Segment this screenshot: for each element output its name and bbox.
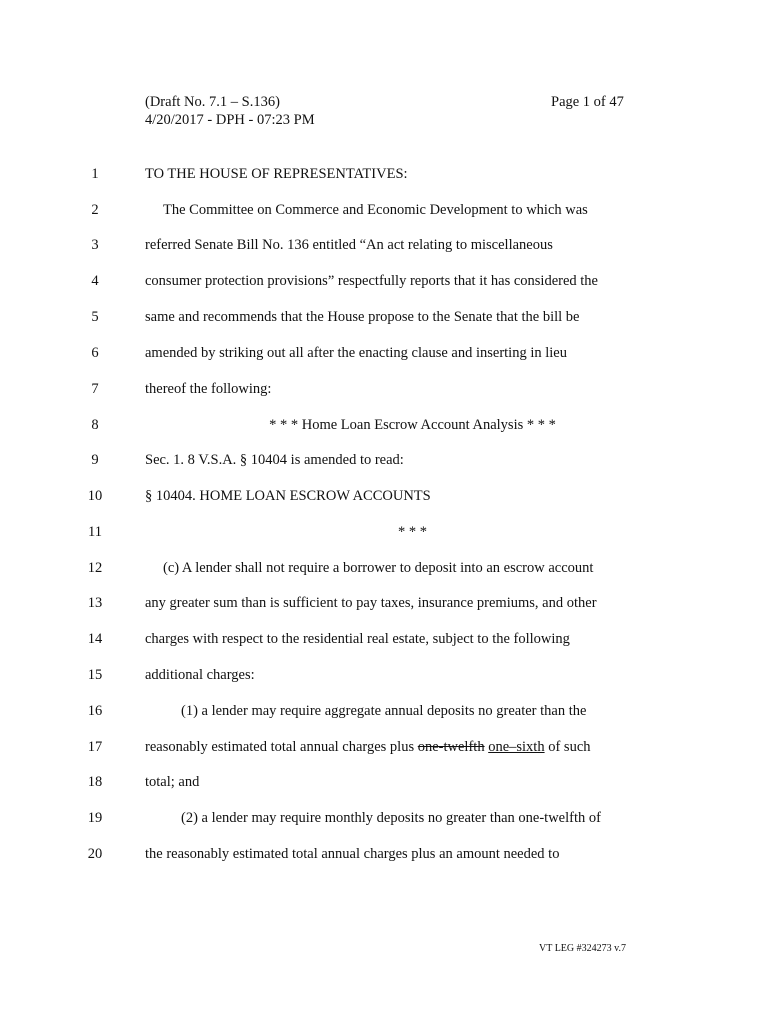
line-number: 18 <box>87 774 103 790</box>
section-reference: Sec. 1. 8 V.S.A. § 10404 is amended to read: <box>145 452 404 468</box>
body-line: consumer protection provisions” respectfully reports that it has considered the <box>145 273 598 289</box>
omission-marker: * * * <box>398 524 427 540</box>
line-number: 7 <box>91 381 99 397</box>
line-number: 17 <box>87 739 103 755</box>
draft-date: 4/20/2017 - DPH - 07:23 PM <box>145 112 315 128</box>
line-number: 15 <box>87 667 103 683</box>
line-number: 6 <box>91 345 99 361</box>
line-number: 13 <box>87 595 103 611</box>
body-line: (2) a lender may require monthly deposits no greater than one-twelfth of <box>181 810 601 826</box>
line-number: 19 <box>87 810 103 826</box>
line-number: 8 <box>91 417 99 433</box>
body-line: The Committee on Commerce and Economic Development to which was <box>163 202 588 218</box>
document-footer-id: VT LEG #324273 v.7 <box>539 943 626 954</box>
body-line: total; and <box>145 774 200 790</box>
deleted-text: one-twelfth <box>417 739 485 755</box>
body-line: any greater sum than is sufficient to pay taxes, insurance premiums, and other <box>145 595 597 611</box>
body-line: additional charges: <box>145 667 255 683</box>
line-number: 2 <box>91 202 99 218</box>
body-line: (1) a lender may require aggregate annual deposits no greater than the <box>181 703 587 719</box>
line-number: 4 <box>91 273 99 289</box>
body-text: reasonably estimated total annual charges plus <box>145 739 418 755</box>
line-number: 12 <box>87 560 103 576</box>
body-line: the reasonably estimated total annual charges plus an amount needed to <box>145 846 560 862</box>
body-line: (c) A lender shall not require a borrower to deposit into an escrow account <box>163 560 594 576</box>
section-heading: * * * Home Loan Escrow Account Analysis * * * <box>269 417 556 433</box>
line-number: 10 <box>87 488 103 504</box>
body-line: referred Senate Bill No. 136 entitled “An act relating to miscellaneous <box>145 237 553 253</box>
body-line: charges with respect to the residential real estate, subject to the following <box>145 631 570 647</box>
line-number: 20 <box>87 846 103 862</box>
line-number: 3 <box>91 237 99 253</box>
body-text: of such <box>544 739 591 755</box>
line-number: 11 <box>88 524 102 540</box>
page-number: Page 1 of 47 <box>551 94 624 110</box>
line-number: 5 <box>91 309 99 325</box>
inserted-text: one–sixth <box>488 739 545 755</box>
body-line: amended by striking out all after the enacting clause and inserting in lieu <box>145 345 567 361</box>
line-number: 14 <box>87 631 103 647</box>
body-line: same and recommends that the House propose to the Senate that the bill be <box>145 309 580 325</box>
draft-number: (Draft No. 7.1 – S.136) <box>145 94 280 110</box>
line-number: 9 <box>91 452 99 468</box>
body-line: thereof the following: <box>145 381 272 397</box>
addressee-line: TO THE HOUSE OF REPRESENTATIVES: <box>145 166 408 182</box>
amended-line <box>145 738 591 756</box>
line-number: 16 <box>87 703 103 719</box>
statute-heading: § 10404. HOME LOAN ESCROW ACCOUNTS <box>145 488 431 504</box>
line-number: 1 <box>91 166 99 182</box>
